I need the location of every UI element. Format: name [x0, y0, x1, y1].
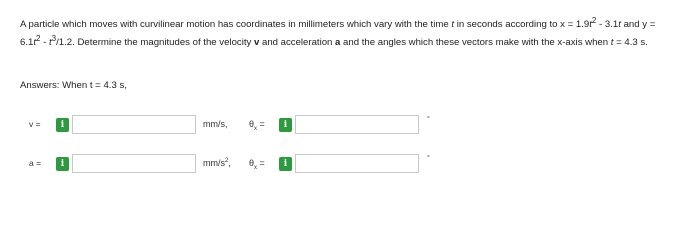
acceleration-magnitude-input[interactable] [72, 154, 196, 173]
acceleration-row [0, 153, 680, 175]
degree-symbol: ° [427, 116, 430, 123]
problem-text: and acceleration [259, 37, 336, 49]
theta-subscript: x [254, 164, 258, 171]
velocity-magnitude-input[interactable] [72, 115, 196, 134]
velocity-angle-input[interactable] [295, 115, 419, 134]
var-t: t [589, 19, 592, 31]
problem-text: - [40, 37, 49, 49]
degree-symbol: ° [427, 155, 430, 162]
info-icon[interactable]: i [279, 118, 292, 132]
equals-sign: = [257, 119, 265, 129]
problem-statement [20, 14, 672, 50]
velocity-unit: mm/s, [203, 119, 228, 129]
info-icon[interactable]: i [56, 157, 69, 171]
var-t: t [33, 37, 37, 49]
theta-subscript: x [254, 125, 258, 132]
info-icon[interactable]: i [56, 118, 69, 132]
problem-text: in seconds according to x = 1.9 [454, 19, 590, 31]
unit-text: mm/s [203, 158, 225, 168]
velocity-angle-label [249, 119, 265, 132]
problem-text: A particle which moves with curvilinear motion has coordinates in millimeters which vary with the time [20, 19, 452, 31]
var-t: t [49, 37, 52, 49]
var-v: v [253, 37, 260, 49]
problem-text: and the angles which these vectors make with the x-axis when [340, 37, 611, 49]
acceleration-label: a = [29, 158, 42, 168]
exponent: 2 [591, 16, 597, 25]
unit-comma: , [228, 158, 231, 168]
problem-text: - 3.1 [596, 19, 619, 31]
theta-symbol: θ [249, 119, 255, 129]
var-a: a [335, 37, 341, 49]
unit-exponent: 2 [225, 158, 229, 164]
problem-text: = 4.3 s. [613, 37, 648, 49]
acceleration-angle-label [249, 158, 265, 171]
var-t: t [451, 19, 455, 31]
acceleration-unit [203, 158, 231, 168]
problem-text: and y = 6.1 [20, 19, 656, 49]
equals-sign: = [257, 158, 265, 168]
info-icon[interactable]: i [279, 157, 292, 171]
var-t: t [618, 19, 621, 31]
answers-label: Answers: When t = 4.3 s, [20, 80, 127, 91]
acceleration-angle-input[interactable] [295, 154, 419, 173]
theta-symbol: θ [249, 158, 255, 168]
velocity-label: v = [29, 119, 41, 129]
problem-text: /1.2. Determine the magnitudes of the velocity [56, 37, 254, 49]
var-t: t [610, 37, 614, 49]
velocity-row [0, 114, 680, 136]
exponent: 3 [51, 34, 57, 44]
exponent: 2 [36, 34, 41, 44]
